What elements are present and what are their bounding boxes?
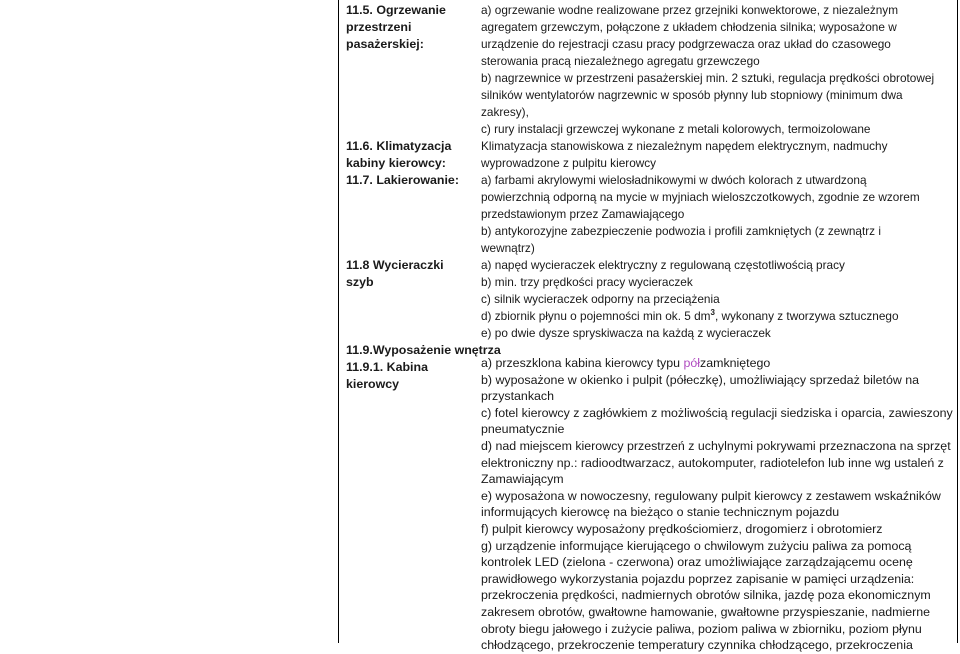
section-11-7-line: wewnątrz) (481, 241, 535, 255)
section-11-5-label-1: 11.5. Ogrzewanie (346, 3, 446, 17)
section-11-5-line: silników wentylatorów nagrzewnic w sposób płynny lub stopniowy (minimum dwa (481, 88, 903, 102)
section-11-5-line: a) ogrzewanie wodne realizowane przez grzejniki konwektorowe, z niezależnym (481, 3, 899, 17)
section-11-7-line: powierzchnią odporną na mycie w myjniach wieloszczotkowych, zgodnie ze wzorem (481, 190, 920, 204)
table-right-border (957, 0, 958, 643)
section-11-8-label-2: szyb (346, 275, 374, 289)
section-11-9-1-line: przekroczenia prędkości, nadmiernych obrotów silnika, jazdę poza ekonomicznym (481, 588, 931, 603)
section-11-7-line: b) antykorozyjne zabezpieczenie podwozia i profili zamkniętych (z zewnątrz i (481, 224, 881, 238)
section-11-9-1-line: przystankach (481, 389, 555, 404)
line-a-text: a) przeszklona kabina kierowcy typu (481, 356, 684, 370)
section-11-6-label-1: 11.6. Klimatyzacja (346, 139, 452, 153)
section-11-5-line: c) rury instalacji grzewczej wykonane z metali kolorowych, termoizolowane (481, 122, 871, 136)
section-11-8-label-1: 11.8 Wycieraczki (346, 258, 444, 272)
section-11-7-label: 11.7. Lakierowanie: (346, 173, 459, 187)
section-11-9-1-line: informujących kierowcę na bieżąco o stanie technicznym pojazdu (481, 505, 840, 520)
section-11-9-1-line: prawidłowego wykorzystania pojazdu poprzez zapisanie w pamięci urządzenia: (481, 571, 915, 586)
section-11-9-label: 11.9.Wyposażenie wnętrza (346, 343, 501, 357)
section-11-5-label-3: pasażerskiej: (346, 37, 424, 51)
section-11-8-line: b) min. trzy prędkości pracy wycieraczek (481, 275, 693, 289)
section-11-9-1-line: chłodzącego, przekroczenie temperatury czynnika chłodzącego, przekroczenia (481, 638, 913, 653)
section-11-9-1-line: c) fotel kierowcy z zagłówkiem z możliwością regulacji siedziska i oparcia, zawieszony (481, 405, 953, 420)
section-11-9-1-line: zakresem obrotów, gwałtowne hamowanie, gwałtowne przyspieszanie, nadmierne (481, 605, 931, 619)
line-d-text-end: , wykonany z tworzywa sztucznego (714, 309, 899, 323)
section-11-5-label-2: przestrzeni (346, 20, 412, 34)
section-11-6-line: wyprowadzone z pulpitu kierowcy (481, 156, 657, 170)
section-11-9-1-line: e) wyposażona w nowoczesny, regulowany pulpit kierowcy z zestawem wskaźników (481, 488, 941, 503)
section-11-8-line: e) po dwie dysze spryskiwacza na każdą z wycieraczek (481, 326, 771, 340)
section-11-7-line: przedstawionym przez Zamawiającego (481, 207, 685, 221)
section-11-5-line: agregatem grzewczym, połączone z układem chłodzenia silnika; wyposażone w (481, 20, 897, 34)
section-11-9-1-line: b) wyposażone w okienko i pulpit (półeczkę), umożliwiający sprzedaż biletów na (481, 372, 920, 387)
section-11-9-1-line: d) nad miejscem kierowcy przestrzeń z uchylnymi pokrywami przeznaczona na sprzęt (481, 439, 951, 453)
section-11-5-line: urządzenie do rejestracji czasu pracy podgrzewacza oraz układ do czasowego (481, 37, 891, 51)
section-11-7-line: a) farbami akrylowymi wielosładnikowymi w dwóch kolorach z utwardzoną (481, 173, 867, 187)
section-11-9-1-line: kontrolek LED (zielona - czerwona) oraz umożliwiające zarządzającemu ocenę (481, 555, 913, 570)
cubic-superscript: 3 (710, 308, 715, 317)
section-11-8-line: c) silnik wycieraczek odporny na przeciążenia (481, 292, 720, 306)
section-11-9-1-line: Zamawiającym (481, 472, 564, 487)
section-11-9-1-line: elektroniczny np.: radioodtwarzacz, autokomputer, radiotelefon lub inne wg ustaleń z (481, 455, 944, 470)
section-11-5-line: b) nagrzewnice w przestrzeni pasażerskiej min. 2 sztuki, regulacja prędkości obrotowej (481, 71, 935, 85)
section-11-9-1-line: f) pulpit kierowcy wyposażony prędkościomierz, drogomierz i obrotomierz (481, 522, 883, 536)
section-11-9-1-line: g) urządzenie informujące kierującego o chwilowym zużyciu paliwa za pomocą (481, 538, 912, 553)
line-a-highlight: pół (683, 356, 701, 370)
section-11-9-1-line: pneumatycznie (481, 422, 565, 437)
section-11-6-label-2: kabiny kierowcy: (346, 156, 446, 170)
section-11-9-1-label-2: kierowcy (346, 377, 400, 391)
section-11-5-line: sterowania pracą niezależnego agregatu grzewczego (481, 54, 760, 68)
line-d-text: d) zbiornik płynu o pojemności min ok. 5 dm (481, 309, 711, 323)
section-11-9-1-label-1: 11.9.1. Kabina (346, 360, 428, 374)
section-11-9-1-line-a (481, 355, 770, 372)
section-11-8-line-d (481, 308, 899, 325)
table-left-border (338, 0, 339, 643)
section-11-5-line: zakresy), (481, 105, 529, 119)
line-a-text-end: zamkniętego (700, 356, 771, 370)
section-11-8-line: a) napęd wycieraczek elektryczny z regulowaną częstotliwością pracy (481, 258, 845, 272)
section-11-9-1-line: obroty biegu jałowego i zużycie paliwa, poziom paliwa w zbiorniku, poziom płynu (481, 621, 922, 636)
section-11-6-line: Klimatyzacja stanowiskowa z niezależnym napędem elektrycznym, nadmuchy (481, 139, 888, 153)
